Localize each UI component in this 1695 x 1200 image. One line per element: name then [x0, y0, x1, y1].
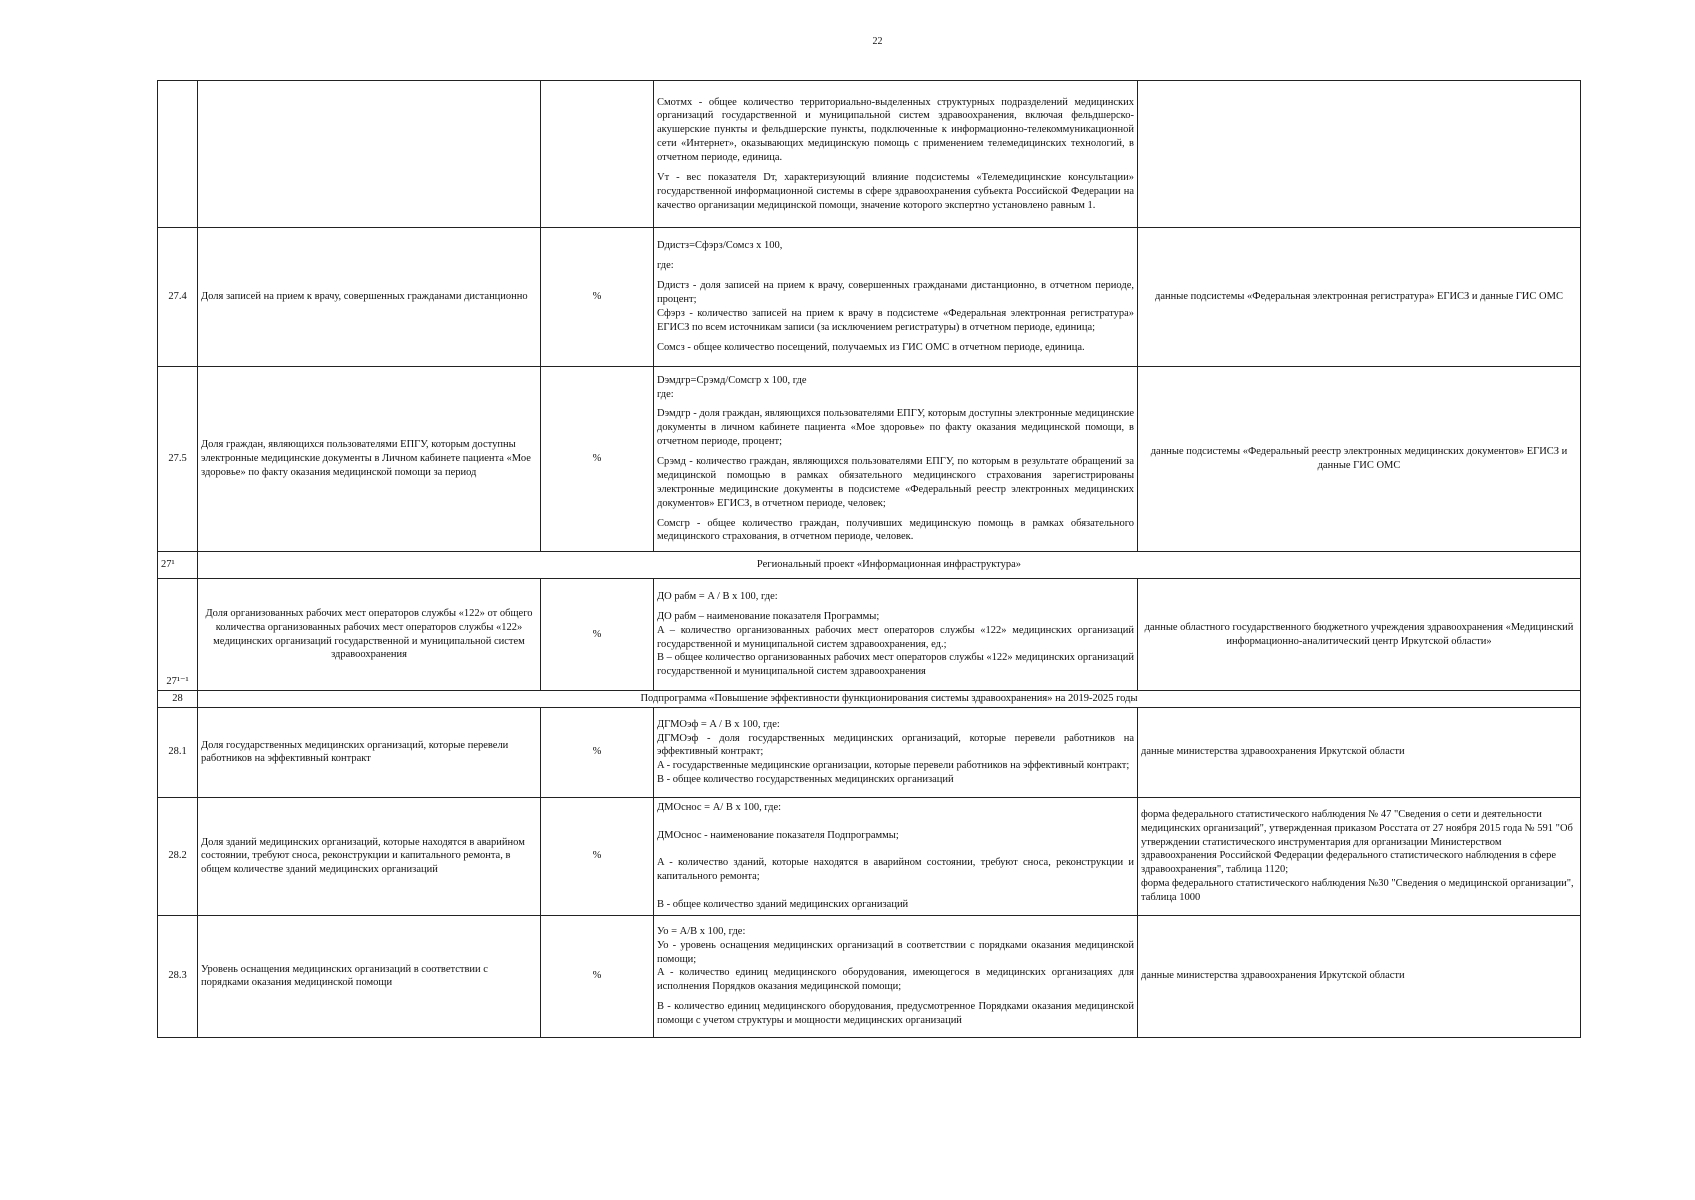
method-line: A - количество зданий, которые находятся в аварийном состоянии, требуют сноса, реконструкции и капитального ремонта; — [657, 857, 1134, 883]
method-line: Срэмд - количество граждан, являющихся пользователями ЕПГУ, по которым в результате обращений за медицинской помощью в рамках обязательного медицинского страхования зарегистрированы электронные медицинские документы в подсистеме «Федеральный реестр электронных медицинских документов» ЕГИСЗ, в отчетном периоде, человек; — [657, 456, 1134, 509]
method-line: где: — [657, 260, 674, 272]
indicator-name: Доля организованных рабочих мест операторов службы «122» от общего количества организованных рабочих мест операторов службы «122» медицинских организаций государственной и муниципальной систем здравоохранения — [198, 579, 541, 691]
method-line: ДМОснос - наименование показателя Подпрограммы; — [657, 829, 899, 841]
row-number: 27¹⁻¹ — [158, 579, 198, 691]
method-line: Dдистз - доля записей на прием к врачу, совершенных гражданами дистанционно, в отчетном периоде, процент; — [657, 280, 1134, 306]
method-line: Vт - вес показателя Dт, характеризующий влияние подсистемы «Телемедицинские консультации» государственной информационной системы в сфере здравоохранения субъекта Российской Федерации на качество организации медицинской помощи, значение которого экспертно установлено равным 1. — [657, 171, 1134, 211]
section-row-28 — [158, 691, 1581, 708]
table-row-27-1-1 — [158, 579, 1581, 691]
indicator-name: Доля граждан, являющихся пользователями ЕПГУ, которым доступны электронные медицинские документы в Личном кабинете пациента «Мое здоровье» по факту оказания медицинской помощи за период — [198, 367, 541, 552]
data-source: данные областного государственного бюджетного учреждения здравоохранения «Медицинский информационно-аналитический центр Иркутской области» — [1138, 579, 1581, 691]
method-line: ДГМОэф = A / B x 100, где: — [657, 718, 780, 730]
method-line: Сфэрз - количество записей на прием к врачу в подсистеме «Федеральная электронная регистратура» ЕГИСЗ по всем источникам записи (за исключением регистратуры) в отчетном периоде, единица; — [657, 307, 1134, 333]
row-number-cell — [158, 81, 198, 228]
table-row-27-4 — [158, 228, 1581, 367]
data-source: данные подсистемы «Федеральный реестр электронных медицинских документов» ЕГИСЗ и данные ГИС ОМС — [1138, 367, 1581, 552]
method-line: где: — [657, 388, 674, 400]
row-number: 28.3 — [158, 915, 198, 1037]
indicator-name: Уровень оснащения медицинских организаций в соответствии с порядками оказания медицинской помощи — [198, 915, 541, 1037]
table-row-28-2 — [158, 797, 1581, 915]
data-source — [1138, 797, 1581, 915]
method-cell — [654, 228, 1138, 367]
method-cell — [654, 579, 1138, 691]
method-cell — [654, 797, 1138, 915]
row-number: 28.2 — [158, 797, 198, 915]
method-line: ДГМОэф - доля государственных медицинских организаций, которые перевели работников на эффективный контракт; — [657, 732, 1134, 758]
method-line: Dэмдгр - доля граждан, являющихся пользователями ЕПГУ, которым доступны электронные медицинские документы в личном кабинете пациента «Мое здоровье» по факту оказания медицинской помощи, в отчетном периоде, процент; — [657, 408, 1134, 448]
method-line: Уо = A/B x 100, где: — [657, 925, 746, 937]
data-source: данные министерства здравоохранения Иркутской области — [1138, 707, 1581, 797]
unit: % — [541, 707, 654, 797]
unit: % — [541, 367, 654, 552]
method-line: Dдистз=Сфэрз/Сомсз x 100, — [657, 240, 783, 252]
unit: % — [541, 797, 654, 915]
method-line: B - количество единиц медицинского оборудования, предусмотренное Порядками оказания медицинской помощи с учетом структуры и мощности медицинских организаций — [657, 1001, 1134, 1026]
table-row-28-1 — [158, 707, 1581, 797]
method-line: ДМОснос = A/ B x 100, где: — [657, 801, 782, 813]
table-row-28-3 — [158, 915, 1581, 1037]
indicators-table — [157, 80, 1581, 1038]
method-line: Смотмх - общее количество территориально-выделенных структурных подразделений медицинских организаций государственной и муниципальной систем здравоохранения, включая фельдшерско-акушерские пункты и фельдшерские пункты, подключенные к информационно-телекоммуникационной сети «Интернет», оказывающих медицинскую помощь с применением телемедицинских технологий, в отчетном периоде, единица. — [657, 96, 1134, 163]
table-row-27-5 — [158, 367, 1581, 552]
data-source: данные подсистемы «Федеральная электронная регистратура» ЕГИСЗ и данные ГИС ОМС — [1138, 228, 1581, 367]
unit: % — [541, 579, 654, 691]
indicator-name: Доля государственных медицинских организаций, которые перевели работников на эффективный контракт — [198, 707, 541, 797]
indicator-name: Доля записей на прием к врачу, совершенных гражданами дистанционно — [198, 228, 541, 367]
method-cell — [654, 915, 1138, 1037]
method-line: Сомсгр - общее количество граждан, получивших медицинскую помощь в рамках обязательного медицинского страхования, в отчетном периоде, человек. — [657, 517, 1134, 543]
unit: % — [541, 915, 654, 1037]
section-title: Подпрограмма «Повышение эффективности функционирования системы здравоохранения» на 2019-2025 годы — [198, 691, 1581, 708]
section-title: Региональный проект «Информационная инфраструктура» — [198, 552, 1581, 579]
section-row-27-1 — [158, 552, 1581, 579]
indicator-name-cell — [198, 81, 541, 228]
row-number: 27.4 — [158, 228, 198, 367]
method-line: B – общее количество организованных рабочих мест операторов службы «122» медицинских организаций государственной и муниципальной систем здравоохранения — [657, 652, 1134, 678]
method-line: Уо - уровень оснащения медицинских организаций в соответствии с порядками оказания медицинской помощи; — [657, 939, 1134, 965]
source-line: форма федерального статистического наблюдения № 47 "Сведения о сети и деятельности медицинских организаций", утвержденная приказом Росстата от 27 ноября 2015 года № 591 "Об утверждении статистического инструментария для организации Министерством здравоохранения Российской Федерации федерального статистического наблюдения в сфере здравоохранения", таблица 1120; — [1141, 808, 1573, 876]
method-line: A - государственные медицинские организации, которые перевели работников на эффективный контракт; — [657, 760, 1130, 772]
row-number: 27.5 — [158, 367, 198, 552]
method-line: B - общее количество зданий медицинских организаций — [657, 899, 909, 911]
row-number: 28.1 — [158, 707, 198, 797]
source-line: форма федерального статистического наблюдения №30 "Сведения о медицинской организации", таблица 1000 — [1141, 878, 1574, 903]
method-line: Сомсз - общее количество посещений, получаемых из ГИС ОМС в отчетном периоде, единица. — [657, 341, 1085, 353]
data-source: данные министерства здравоохранения Иркутской области — [1138, 915, 1581, 1037]
unit: % — [541, 228, 654, 367]
method-line: A – количество организованных рабочих мест операторов службы «122» медицинских организаций государственной и муниципальной систем здравоохранения, ед.; — [657, 624, 1134, 650]
unit-cell — [541, 81, 654, 228]
method-cell — [654, 707, 1138, 797]
method-line: ДО рабм = A / B x 100, где: — [657, 590, 778, 602]
table-row-continuation — [158, 81, 1581, 228]
section-number: 28 — [158, 691, 198, 708]
method-cell — [654, 367, 1138, 552]
source-cell — [1138, 81, 1581, 228]
indicator-name: Доля зданий медицинских организаций, которые находятся в аварийном состоянии, требуют сноса, реконструкции и капитального ремонта, в общем количестве зданий медицинских организаций — [198, 797, 541, 915]
method-line: ДО рабм – наименование показателя Программы; — [657, 610, 880, 622]
method-line: Dэмдгр=Срэмд/Сомсгр x 100, где — [657, 374, 807, 386]
method-cell — [654, 81, 1138, 228]
method-line: B - общее количество государственных медицинских организаций — [657, 774, 954, 786]
method-line: A - количество единиц медицинского оборудования, имеющегося в медицинских организациях для исполнения Порядков оказания медицинской помощи; — [657, 967, 1134, 993]
section-number: 27¹ — [158, 552, 198, 579]
page-number: 22 — [872, 36, 883, 47]
